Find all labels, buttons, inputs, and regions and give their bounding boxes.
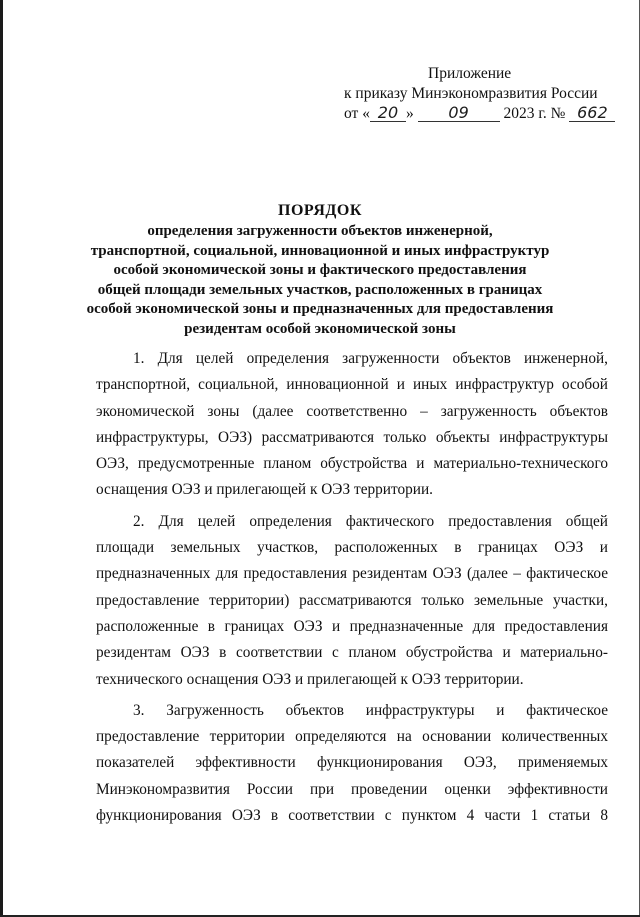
order-reference: к приказу Минэкономразвития России: [344, 85, 598, 102]
document-body: [96, 346, 608, 834]
appendix-label: Приложение: [428, 65, 512, 82]
paragraph-2: 2. Для целей определения фактического предоставления общей площади земельных участков, расположенных в границах ОЭЗ и предназначенных для предоставления резидентам ОЭЗ (далее – фактическое предоставление территории) рассматриваются только земельные участки, расположенные в границах ОЭЗ и предназначенные для предоставления резидентам ОЭЗ в соответствии с планом обустройства и материально-технического оснащения ОЭЗ и прилегающей к ОЭЗ территории.: [96, 512, 608, 688]
title-line: особой экономической зоны и фактического предоставления: [113, 262, 527, 278]
order-date-line: [344, 104, 615, 124]
document-title: [0, 202, 640, 339]
title-heading: ПОРЯДОК: [278, 202, 362, 219]
handwritten-month: 09: [418, 105, 500, 122]
date-year: 2023 г. №: [503, 105, 566, 122]
handwritten-order-number: 662: [569, 105, 615, 122]
title-line: определения загруженности объектов инженерной,: [147, 223, 493, 239]
paragraph-3: 3. Загруженность объектов инфраструктуры и фактическое предоставление территории определяются на основании количественных показателей эффективности функционирования ОЭЗ, применяемых Минэкономразвития России при проведении оценки эффективности функционирования ОЭЗ в соответствии с пунктом 4 части 1 статьи 8: [96, 701, 608, 825]
paragraph-1: 1. Для целей определения загруженности объектов инженерной, транспортной, социальной, инновационной и иных инфраструктур особой экономической зоны (далее соответственно – загруженность объектов инфраструктуры, ОЭЗ) рассматриваются только объекты инфраструктуры ОЭЗ, предусмотренные планом обустройства и материально-технического оснащения ОЭЗ и прилегающей к ОЭЗ территории.: [96, 350, 608, 499]
title-line: транспортной, социальной, инновационной и иных инфраструктур: [90, 242, 550, 259]
title-line: общей площади земельных участков, расположенных в границах: [97, 281, 543, 298]
date-quote-close: »: [405, 105, 414, 122]
title-line: особой экономической зоны и предназначенных для предоставления: [86, 301, 554, 317]
scan-left-edge: [0, 0, 3, 917]
title-line: резидентам особой экономической зоны: [184, 320, 456, 337]
date-prefix: от «: [344, 105, 370, 122]
appendix-block: [344, 64, 615, 124]
handwritten-day: 20: [370, 105, 406, 122]
